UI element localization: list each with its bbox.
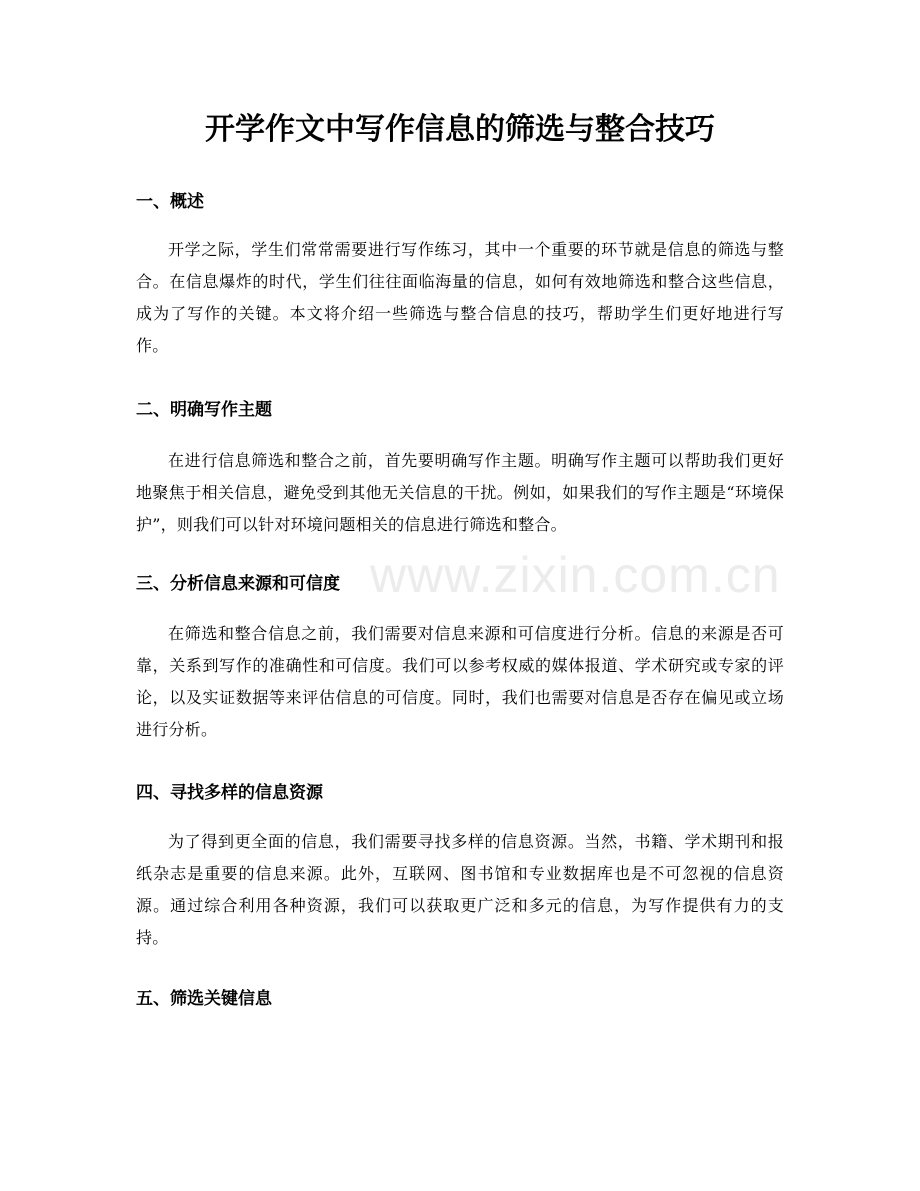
document-title: 开学作文中写作信息的筛选与整合技巧: [205, 112, 715, 147]
section-paragraph-overview: 开学之际，学生们常常需要进行写作练习，其中一个重要的环节就是信息的筛选与整合。在信息爆炸的时代，学生们往往面临海量的信息，如何有效地筛选和整合这些信息，成为了写作的关键。本文将介绍一些筛选与整合信息的技巧，帮助学生们更好地进行写作。: [136, 240, 784, 355]
watermark: www.zixin.com.cn: [370, 547, 781, 603]
section-paragraph-resources: 为了得到更全面的信息，我们需要寻找多样的信息资源。当然，书籍、学术期刊和报纸杂志是重要的信息来源。此外，互联网、图书馆和专业数据库也是不可忽视的信息资源。通过综合利用各种资源，我们可以获取更广泛和多元的信息，为写作提供有力的支持。: [136, 832, 784, 947]
section-paragraph-topic: 在进行信息筛选和整合之前，首先要明确写作主题。明确写作主题可以帮助我们更好地聚焦于相关信息，避免受到其他无关信息的干扰。例如，如果我们的写作主题是“环境保护”，则我们可以针对环境问题相关的信息进行筛选和整合。: [136, 451, 784, 534]
section-heading-topic: 二、明确写作主题: [136, 400, 272, 420]
section-heading-overview: 一、概述: [136, 192, 204, 212]
section-heading-key-info: 五、筛选关键信息: [136, 989, 272, 1009]
section-heading-resources: 四、寻找多样的信息资源: [136, 783, 323, 803]
section-heading-source: 三、分析信息来源和可信度: [136, 574, 340, 594]
section-paragraph-source: 在筛选和整合信息之前，我们需要对信息来源和可信度进行分析。信息的来源是否可靠，关系到写作的准确性和可信度。我们可以参考权威的媒体报道、学术研究或专家的评论，以及实证数据等来评估信息的可信度。同时，我们也需要对信息是否存在偏见或立场进行分析。: [136, 624, 784, 739]
